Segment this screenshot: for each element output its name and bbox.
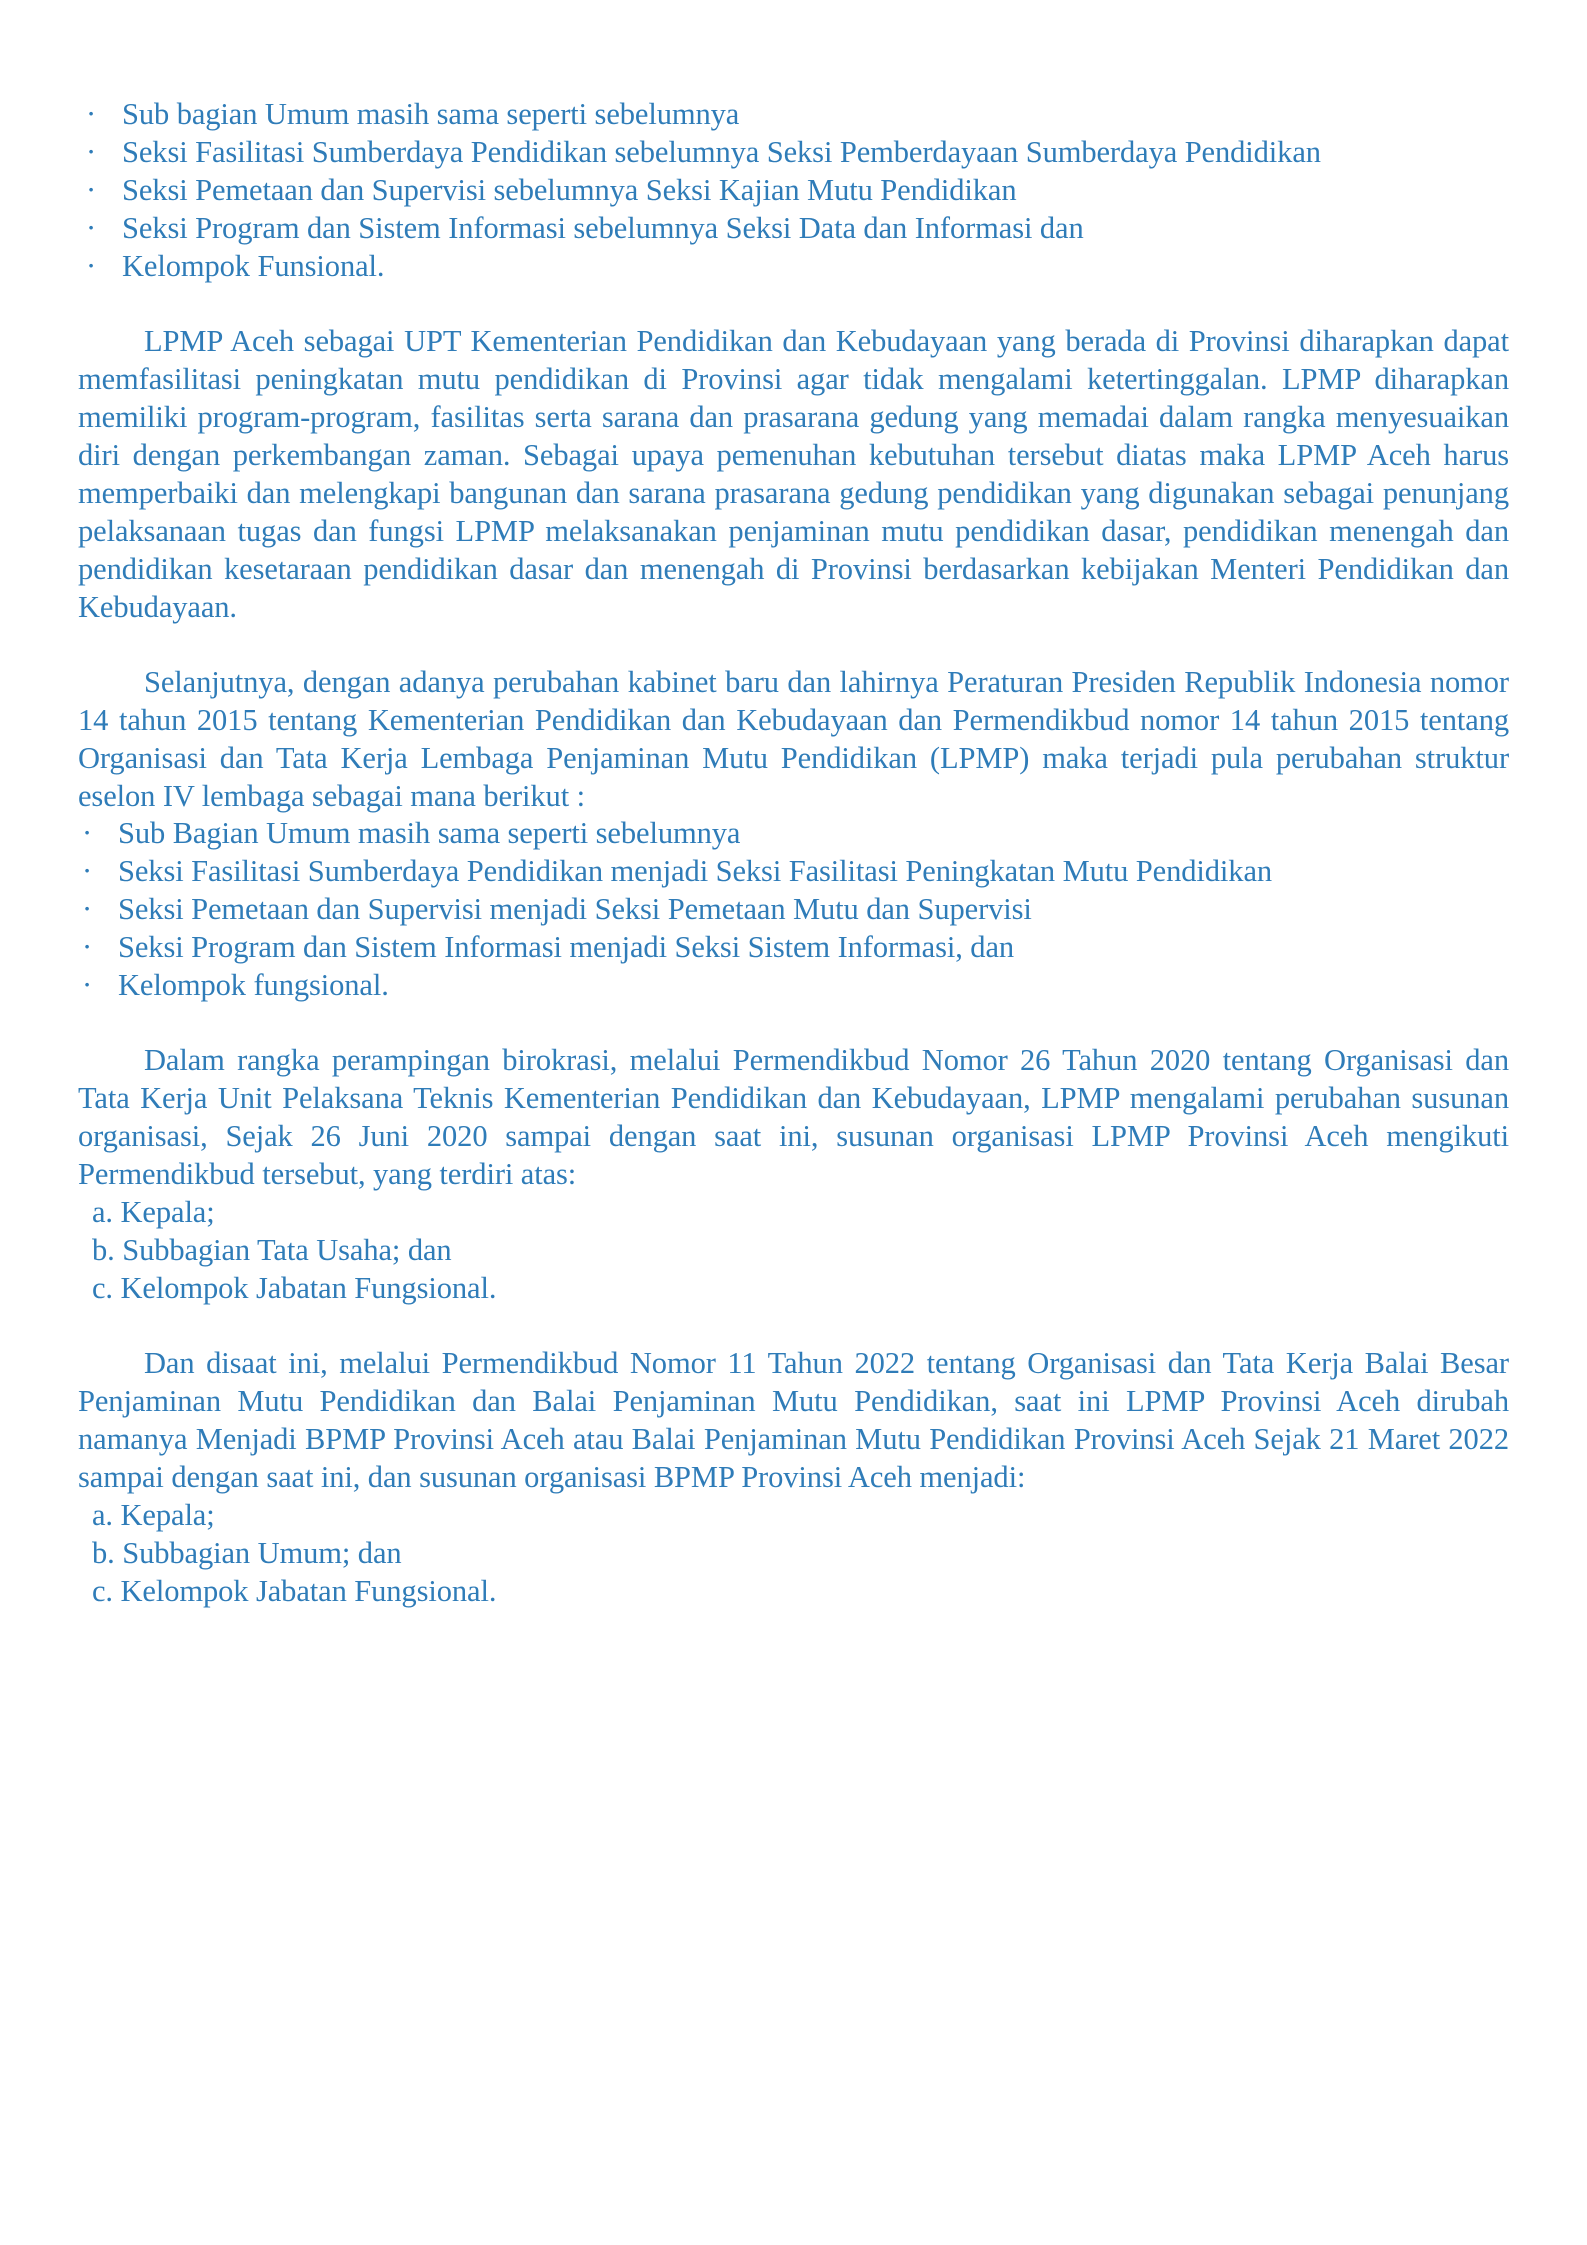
paragraph-bpmp-provinsi-aceh: Dan disaat ini, melalui Permendikbud Nomor 11 Tahun 2022 tentang Organisasi dan Tata Kerja Balai Besar Penjaminan Mutu Pendidikan dan Balai Penjaminan Mutu Pendidikan, saat ini LPMP Provinsi Aceh dirubah namanya Menjadi BPMP Provinsi Aceh atau Balai Penjaminan Mutu Pendidikan Provinsi Aceh Sejak 21 Maret 2022 sampai dengan saat ini, dan susunan organisasi BPMP Provinsi Aceh menjadi: (78, 1346, 1509, 1494)
spacer (78, 1005, 1509, 1042)
bullet-icon: · (86, 134, 97, 169)
paragraph-lpmp-aceh-upt: LPMP Aceh sebagai UPT Kementerian Pendidikan dan Kebudayaan yang berada di Provinsi diharapkan dapat memfasilitasi peningkatan mutu pendidikan di Provinsi agar tidak mengalami ketertinggalan. LPMP diharapkan memiliki program-program, fasilitas serta sarana dan prasarana gedung yang memadai dalam rangka menyesuaikan diri dengan perkembangan zaman. Sebagai upaya pemenuhan kebutuhan tersebut diatas maka LPMP Aceh harus memperbaiki dan melengkapi bangunan dan sarana prasarana gedung pendidikan yang digunakan sebagai penunjang pelaksanaan tugas dan fungsi LPMP melaksanakan penjaminan mutu pendidikan dasar, pendidikan menengah dan pendidikan kesetaraan pendidikan dasar dan menengah di Provinsi berdasarkan kebijakan Menteri Pendidikan dan Kebudayaan. (78, 323, 1509, 624)
list-item: b. Subbagian Umum; dan (92, 1535, 402, 1570)
spacer (78, 286, 1509, 323)
paragraph-perampingan-birokrasi: Dalam rangka perampingan birokrasi, melalui Permendikbud Nomor 26 Tahun 2020 tentang Organisasi dan Tata Kerja Unit Pelaksana Teknis Kementerian Pendidikan dan Kebudayaan, LPMP mengalami perubahan susunan organisasi, Sejak 26 Juni 2020 sampai dengan saat ini, susunan organisasi LPMP Provinsi Aceh mengikuti Permendikbud tersebut, yang terdiri atas: (78, 1043, 1509, 1192)
bullet-icon: · (82, 854, 93, 889)
list-item-label: Seksi Program dan Sistem Informasi menjadi Seksi Sistem Informasi, dan (118, 930, 1015, 965)
list-item-label: Sub Bagian Umum masih sama seperti sebelumnya (118, 816, 741, 851)
list-item (78, 248, 1509, 286)
spacer (78, 1308, 1509, 1345)
lettered-list-lpmp-organisasi (78, 1194, 1509, 1308)
list-item-label: Seksi Fasilitasi Sumberdaya Pendidikan sebelumnya Seksi Pemberdayaan Sumberdaya Pendidikan (122, 134, 1321, 169)
list-item-label: Seksi Pemetaan dan Supervisi sebelumnya Seksi Kajian Mutu Pendidikan (122, 172, 1017, 207)
list-item-label: Kelompok fungsional. (118, 968, 389, 1003)
bullet-icon: · (82, 968, 93, 1003)
list-item: c. Kelompok Jabatan Fungsional. (92, 1271, 497, 1306)
bullet-list-previous-structure (78, 96, 1509, 286)
paragraph-perubahan-kabinet: Selanjutnya, dengan adanya perubahan kabinet baru dan lahirnya Peraturan Presiden Republik Indonesia nomor 14 tahun 2015 tentang Kementerian Pendidikan dan Kebudayaan dan Permendikbud nomor 14 tahun 2015 tentang Organisasi dan Tata Kerja Lembaga Penjaminan Mutu Pendidikan (LPMP) maka terjadi pula perubahan struktur eselon IV lembaga sebagai mana berikut : (78, 664, 1509, 813)
spacer (78, 627, 1509, 664)
bullet-icon: · (86, 210, 97, 245)
list-item-label: Kelompok Funsional. (122, 248, 385, 283)
list-item-label: Seksi Fasilitasi Sumberdaya Pendidikan menjadi Seksi Fasilitasi Peningkatan Mutu Pendidikan (118, 854, 1273, 889)
bullet-icon: · (82, 816, 93, 851)
list-item (78, 815, 1509, 853)
list-item-label: Seksi Pemetaan dan Supervisi menjadi Seksi Pemetaan Mutu dan Supervisi (118, 892, 1032, 927)
bullet-icon: · (82, 930, 93, 965)
list-item-label: Seksi Program dan Sistem Informasi sebelumnya Seksi Data dan Informasi dan (122, 210, 1084, 245)
list-item (78, 967, 1509, 1005)
list-item (78, 210, 1509, 248)
list-item-label: Sub bagian Umum masih sama seperti sebelumnya (122, 97, 740, 131)
bullet-icon: · (86, 248, 97, 283)
bullet-list-new-structure (78, 815, 1509, 1005)
bullet-icon: · (86, 97, 97, 131)
list-item (78, 929, 1509, 967)
bullet-icon: · (86, 172, 97, 207)
list-item (78, 96, 1509, 134)
list-item (78, 853, 1509, 891)
lettered-list-bpmp-organisasi (78, 1497, 1509, 1611)
bullet-icon: · (82, 892, 93, 927)
list-item (78, 891, 1509, 929)
document-body (78, 96, 1509, 1611)
list-item: c. Kelompok Jabatan Fungsional. (92, 1573, 497, 1608)
list-item: b. Subbagian Tata Usaha; dan (92, 1233, 452, 1268)
list-item (78, 172, 1509, 210)
list-item: a. Kepala; (92, 1195, 215, 1230)
list-item: a. Kepala; (92, 1497, 215, 1532)
list-item (78, 134, 1509, 172)
